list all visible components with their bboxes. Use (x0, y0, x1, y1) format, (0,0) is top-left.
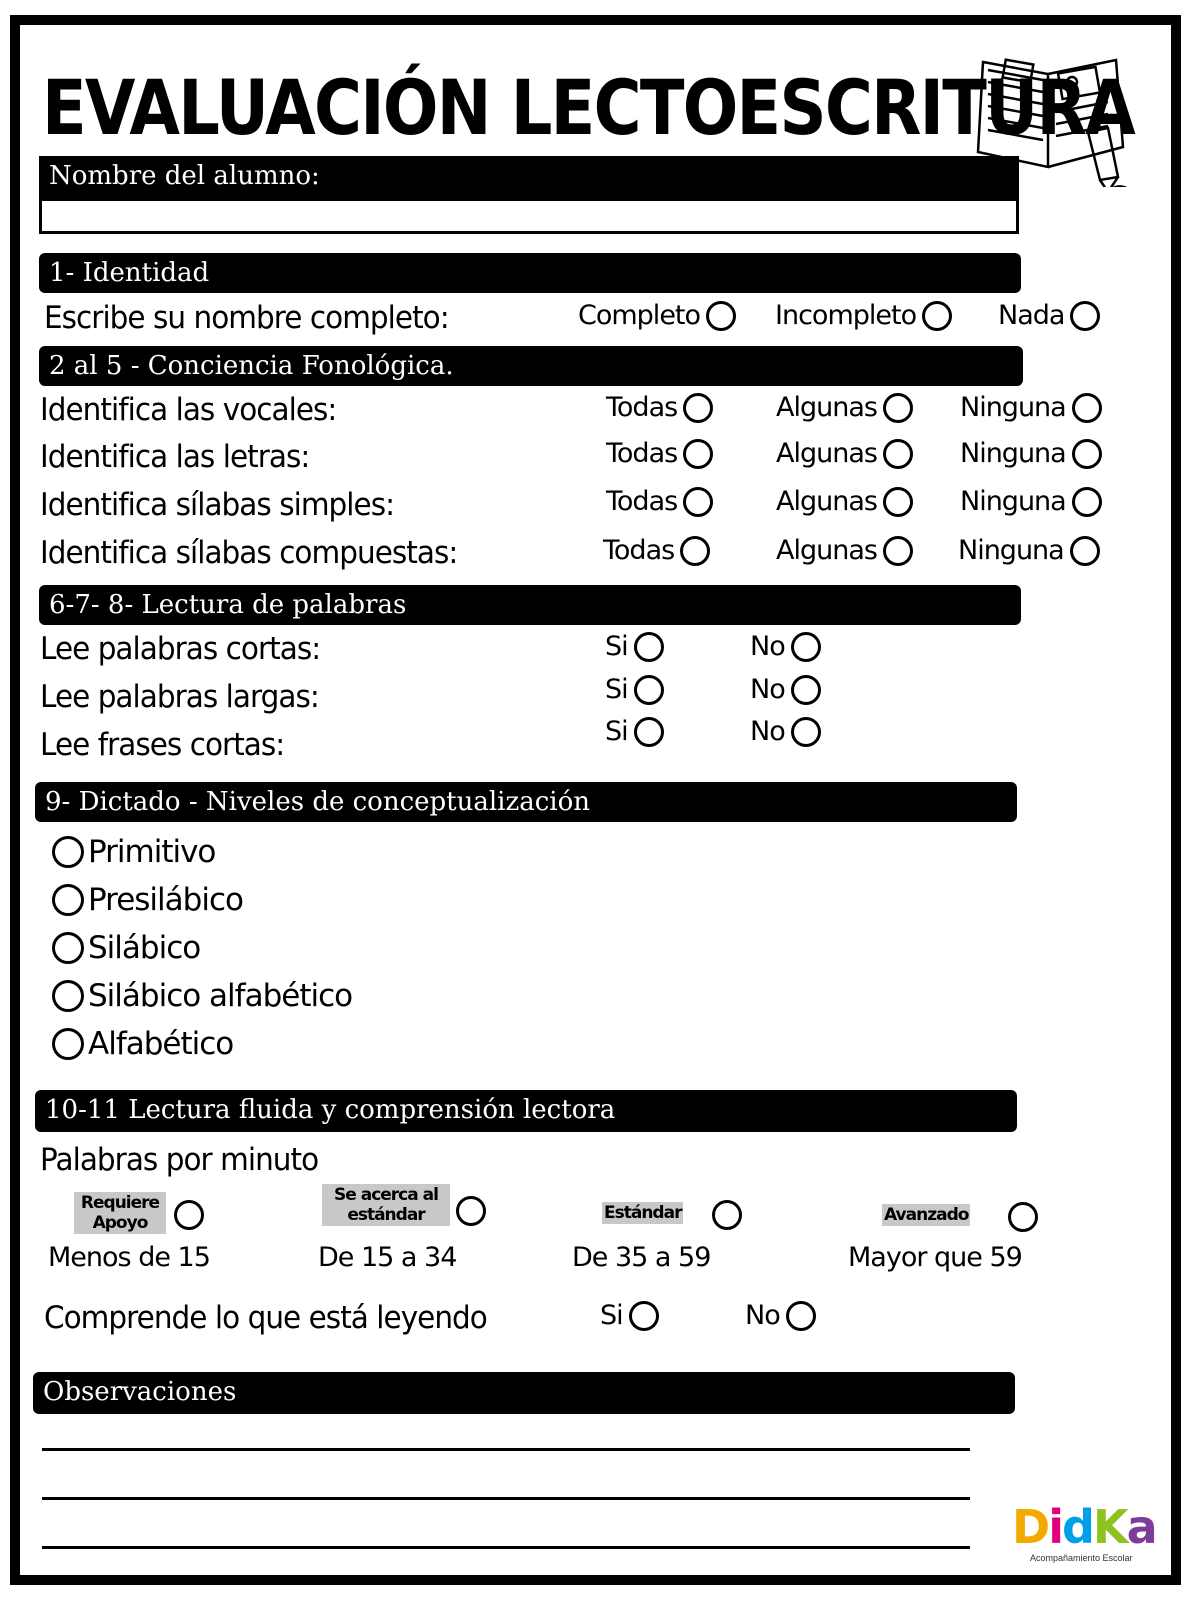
option-ninguna[interactable] (960, 392, 1102, 423)
range-label: De 35 a 59 (572, 1242, 711, 1273)
section-title: Observaciones (43, 1377, 237, 1407)
section-title: 1- Identidad (49, 258, 210, 288)
option-label: No (750, 674, 785, 705)
section-title: 6-7- 8- Lectura de palabras (49, 590, 407, 620)
option-nada[interactable] (998, 300, 1100, 331)
radio-circle-icon[interactable] (456, 1196, 486, 1226)
option-no[interactable] (750, 716, 821, 747)
radio-circle-icon[interactable] (791, 632, 821, 662)
option-label: Si (605, 631, 628, 662)
option-si[interactable] (605, 674, 664, 705)
option-label: No (750, 631, 785, 662)
option-no[interactable] (745, 1300, 816, 1331)
level-tag: Se acerca al estándar (322, 1184, 450, 1226)
section-title: 10-11 Lectura fluida y comprensión lectora (45, 1095, 616, 1125)
brand-tagline: Acompañamiento Escolar (1030, 1553, 1133, 1563)
radio-circle-icon[interactable] (1070, 536, 1100, 566)
section-header-identity (39, 253, 1021, 293)
option-todas[interactable] (603, 535, 710, 566)
option-label: Algunas (776, 392, 877, 423)
level-label: Silábico alfabético (88, 978, 353, 1014)
option-si[interactable] (605, 631, 664, 662)
level-label: Alfabético (88, 1026, 234, 1062)
level-label: Silábico (88, 930, 201, 966)
option-algunas[interactable] (776, 486, 913, 517)
option-label: Si (600, 1300, 623, 1331)
section-title: 2 al 5 - Conciencia Fonológica. (49, 351, 454, 381)
writing-line[interactable] (42, 1546, 970, 1549)
writing-line[interactable] (42, 1497, 970, 1500)
student-name-field[interactable] (39, 198, 1019, 234)
radio-circle-icon[interactable] (634, 675, 664, 705)
radio-circle-icon[interactable] (706, 301, 736, 331)
option-label: Ninguna (960, 438, 1066, 469)
radio-circle-icon[interactable] (52, 932, 84, 964)
comprehension-question: Comprende lo que está leyendo (44, 1300, 487, 1336)
question-label: Identifica las letras: (40, 439, 310, 475)
level-tag: Requiere Apoyo (74, 1192, 166, 1234)
student-name-label: Nombre del alumno: (49, 161, 320, 191)
option-incompleto[interactable] (775, 300, 952, 331)
option-todas[interactable] (606, 486, 713, 517)
question-label: Identifica las vocales: (40, 392, 337, 428)
range-label: Menos de 15 (48, 1242, 210, 1273)
option-algunas[interactable] (776, 392, 913, 423)
radio-circle-icon[interactable] (680, 536, 710, 566)
brand-logo: DidKa (1012, 1500, 1156, 1554)
option-label: Si (605, 716, 628, 747)
level-tag: Estándar (604, 1203, 682, 1223)
radio-circle-icon[interactable] (883, 536, 913, 566)
radio-circle-icon[interactable] (1072, 439, 1102, 469)
range-label: De 15 a 34 (318, 1242, 457, 1273)
question-label: Identifica sílabas simples: (40, 487, 395, 523)
question-label: Identifica sílabas compuestas: (40, 535, 458, 571)
radio-circle-icon[interactable] (786, 1301, 816, 1331)
radio-circle-icon[interactable] (791, 717, 821, 747)
writing-line[interactable] (42, 1448, 970, 1451)
section-header-observations (33, 1372, 1015, 1414)
option-label: Algunas (776, 535, 877, 566)
radio-circle-icon[interactable] (1070, 301, 1100, 331)
radio-circle-icon[interactable] (634, 717, 664, 747)
level-presilabico[interactable] (52, 882, 243, 918)
radio-circle-icon[interactable] (883, 393, 913, 423)
radio-circle-icon[interactable] (712, 1200, 742, 1230)
level-label: Presilábico (88, 882, 243, 918)
question-label: Escribe su nombre completo: (44, 300, 449, 336)
radio-circle-icon[interactable] (52, 1028, 84, 1060)
option-label: Si (605, 674, 628, 705)
radio-circle-icon[interactable] (52, 884, 84, 916)
page-title: EVALUACIÓN LECTOESCRITURA (42, 63, 1134, 152)
option-no[interactable] (750, 674, 821, 705)
radio-circle-icon[interactable] (1072, 393, 1102, 423)
section-header-word-reading (39, 585, 1021, 625)
radio-circle-icon[interactable] (629, 1301, 659, 1331)
radio-circle-icon[interactable] (174, 1200, 204, 1230)
section-header-fluency (35, 1090, 1017, 1132)
option-algunas[interactable] (776, 438, 913, 469)
radio-circle-icon[interactable] (1072, 487, 1102, 517)
option-algunas[interactable] (776, 535, 913, 566)
radio-circle-icon[interactable] (883, 487, 913, 517)
option-label: Ninguna (958, 535, 1064, 566)
level-alfabetico[interactable] (52, 1026, 233, 1062)
option-label: Todas (606, 438, 678, 469)
section-title: 9- Dictado - Niveles de conceptualización (45, 787, 590, 817)
question-label: Lee frases cortas: (40, 727, 285, 763)
option-label: Incompleto (775, 300, 917, 331)
option-todas[interactable] (606, 392, 713, 423)
option-ninguna[interactable] (958, 535, 1100, 566)
radio-circle-icon[interactable] (683, 487, 713, 517)
radio-circle-icon[interactable] (883, 439, 913, 469)
level-silabico-alfabetico[interactable] (52, 978, 352, 1014)
option-label: No (745, 1300, 780, 1331)
radio-circle-icon[interactable] (52, 836, 84, 868)
student-name-header (39, 156, 1019, 198)
radio-circle-icon[interactable] (791, 675, 821, 705)
option-ninguna[interactable] (960, 438, 1102, 469)
section-header-dictation (35, 782, 1017, 822)
option-si[interactable] (600, 1300, 659, 1331)
option-ninguna[interactable] (960, 486, 1102, 517)
section-header-phonological (39, 346, 1023, 386)
option-label: No (750, 716, 785, 747)
level-label: Primitivo (88, 834, 216, 870)
level-tag: Avanzado (884, 1205, 969, 1225)
option-label: Algunas (776, 438, 877, 469)
option-label: Algunas (776, 486, 877, 517)
option-label: Todas (606, 392, 678, 423)
option-todas[interactable] (606, 438, 713, 469)
radio-circle-icon[interactable] (922, 301, 952, 331)
radio-circle-icon[interactable] (683, 439, 713, 469)
question-label: Lee palabras cortas: (40, 631, 321, 667)
radio-circle-icon[interactable] (1008, 1202, 1038, 1232)
option-label: Ninguna (960, 486, 1066, 517)
option-label: Ninguna (960, 392, 1066, 423)
question-label: Lee palabras largas: (40, 679, 319, 715)
level-silabico[interactable] (52, 930, 200, 966)
option-label: Completo (578, 300, 701, 331)
radio-circle-icon[interactable] (634, 632, 664, 662)
option-label: Todas (603, 535, 675, 566)
radio-circle-icon[interactable] (52, 980, 84, 1012)
option-label: Nada (998, 300, 1065, 331)
option-si[interactable] (605, 716, 664, 747)
option-label: Todas (606, 486, 678, 517)
level-primitivo[interactable] (52, 834, 215, 870)
option-completo[interactable] (578, 300, 736, 331)
range-label: Mayor que 59 (848, 1242, 1022, 1273)
radio-circle-icon[interactable] (683, 393, 713, 423)
option-no[interactable] (750, 631, 821, 662)
wpm-label: Palabras por minuto (40, 1142, 319, 1178)
